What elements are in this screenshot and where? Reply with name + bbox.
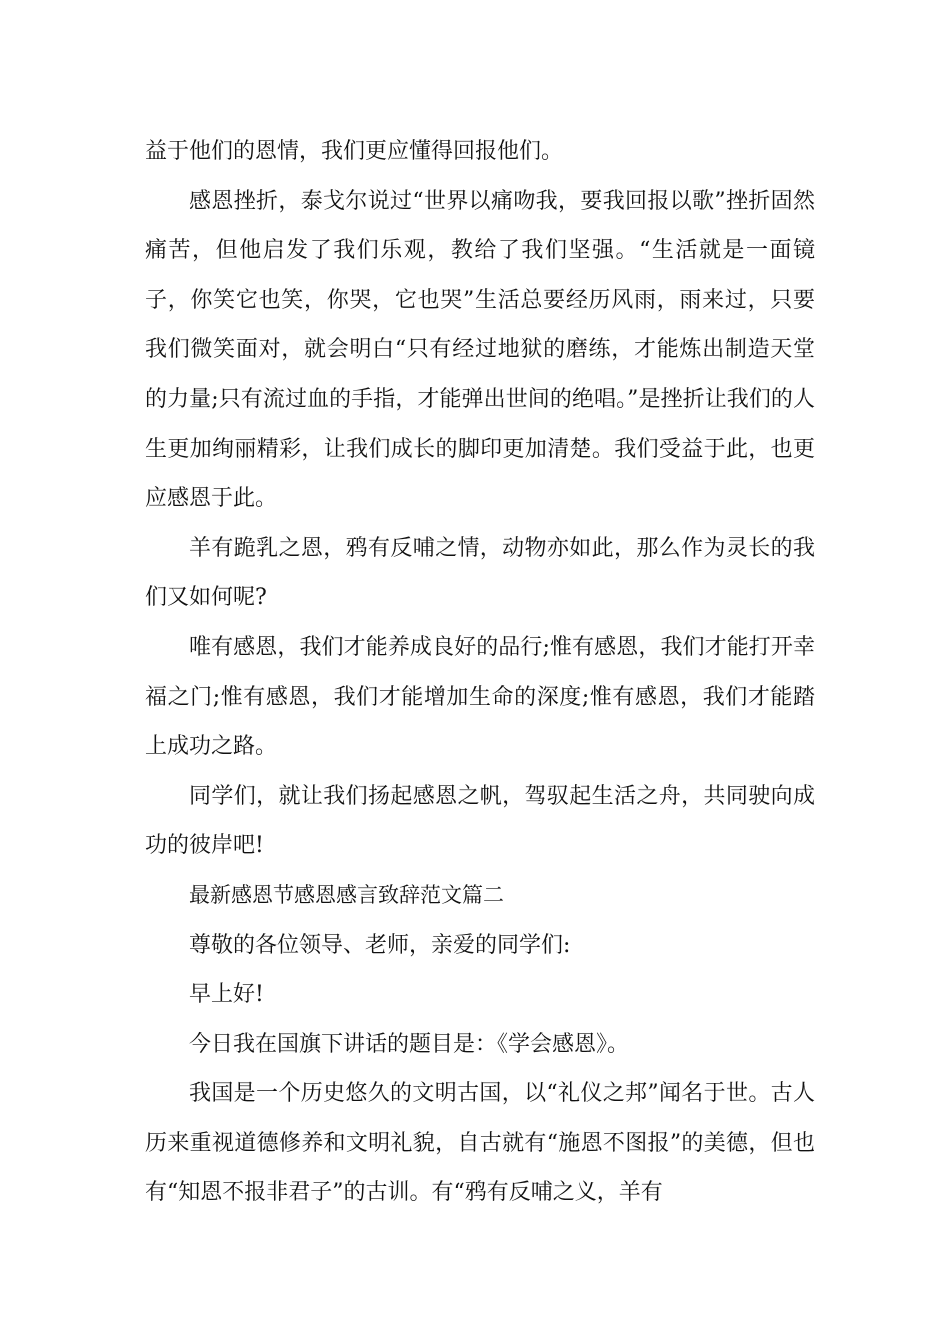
section-heading: 最新感恩节感恩感言致辞范文篇二 — [189, 882, 504, 907]
greeting: 早上好! — [189, 982, 264, 1008]
salutation: 尊敬的各位领导、老师，亲爱的同学们: — [189, 932, 571, 958]
paragraph-only-gratitude: 唯有感恩，我们才能养成良好的品行;惟有感恩，我们才能打开幸福之门;惟有感恩，我们才能增加生命的深度;惟有感恩，我们才能踏上成功之路。 — [145, 634, 815, 760]
paragraph-ancient-country: 我国是一个历史悠久的文明古国，以“礼仪之邦”闻名于世。古人历来重视道德修养和文明礼貌，自古就有“施恩不图报”的美德，但也有“知恩不报非君子”的古训。有“鸦有反哺之义，羊有 — [145, 1081, 815, 1206]
paragraph-animals: 羊有跪乳之恩，鸦有反哺之情，动物亦如此，那么作为灵长的我们又如何呢? — [145, 535, 815, 611]
document-page — [145, 127, 815, 1218]
paragraph-continuation: 益于他们的恩情，我们更应懂得回报他们。 — [145, 139, 564, 164]
paragraph-classmates: 同学们，就让我们扬起感恩之帆，驾驭起生活之舟，共同驶向成功的彼岸吧! — [145, 783, 815, 859]
speech-topic: 今日我在国旗下讲话的题目是：《学会感恩》。 — [189, 1031, 630, 1057]
paragraph-gratitude-setbacks: 感恩挫折，泰戈尔说过“世界以痛吻我，要我回报以歌”挫折固然痛苦，但他启发了我们乐观，教给了我们坚强。“生活就是一面镜子，你笑它也笑，你哭，它也哭”生活总要经历风雨，雨来过，只要我们微笑面对，就会明白“只有经过地狱的磨练，才能炼出制造天堂的力量;只有流过血的手指，才能弹出世间的绝唱。”是挫折让我们的人生更加绚丽精彩，让我们成长的脚印更加清楚。我们受益于此，也更应感恩于此。 — [145, 188, 815, 512]
